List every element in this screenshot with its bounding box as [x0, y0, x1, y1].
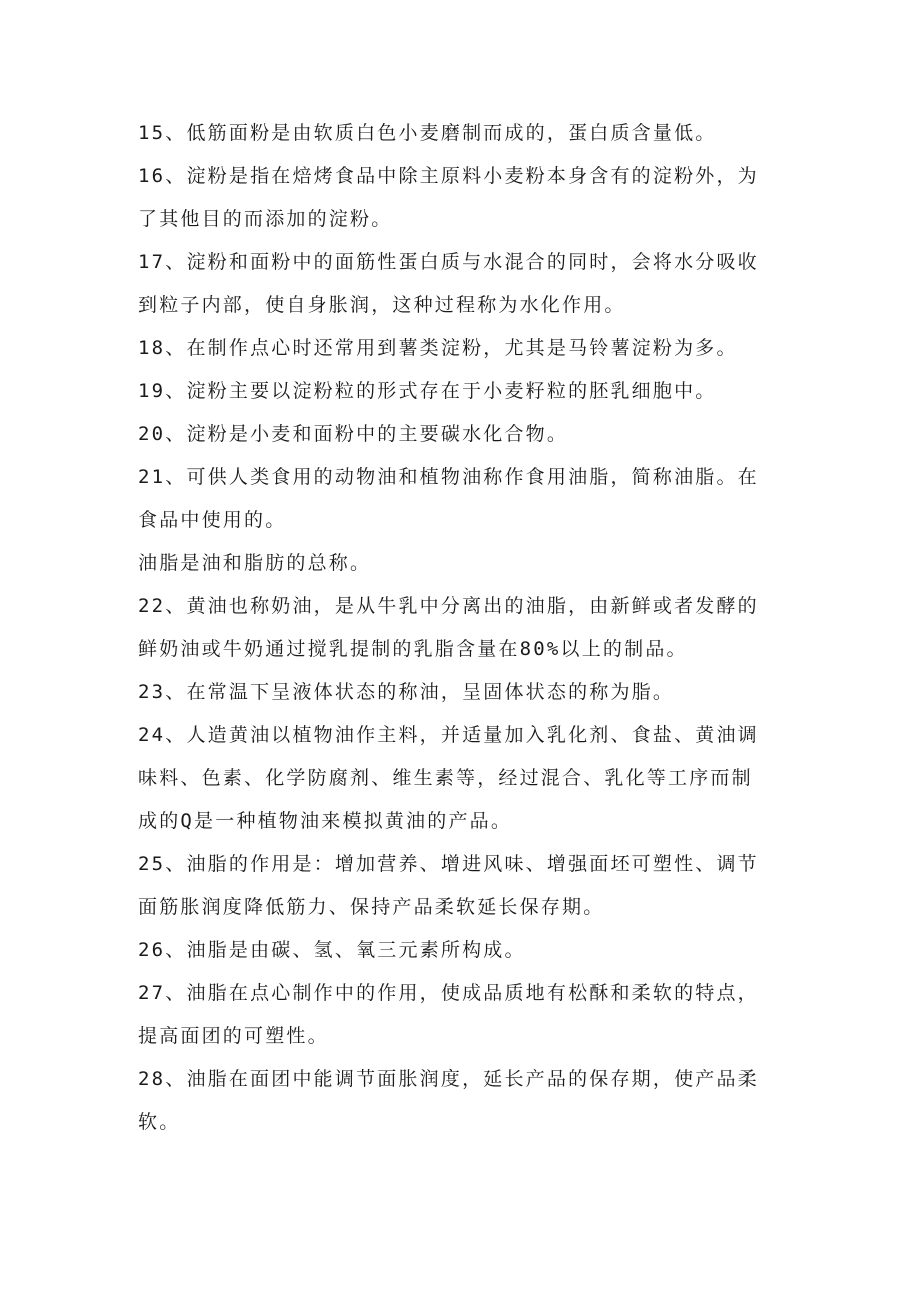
text-line: 25、油脂的作用是：增加营养、增进风味、增强面坯可塑性、调节 [138, 853, 759, 875]
paragraph-21 [138, 456, 778, 542]
paragraph-19 [138, 370, 778, 413]
text-line: 成的Q是一种植物油来模拟黄油的产品。 [138, 810, 513, 832]
text-line: 了其他目的而添加的淀粉。 [138, 208, 393, 230]
paragraph-16 [138, 155, 778, 241]
paragraph-28 [138, 1058, 778, 1144]
text-line: 面筋胀润度降低筋力、保持产品柔软延长保存期。 [138, 896, 605, 918]
paragraph-18 [138, 327, 778, 370]
text-line: 24、人造黄油以植物油作主料，并适量加入乳化剂、食盐、黄油调 [138, 724, 759, 746]
text-line: 鲜奶油或牛奶通过搅乳提制的乳脂含量在80%以上的制品。 [138, 638, 688, 660]
paragraph-25 [138, 843, 778, 929]
paragraph-21-note [138, 542, 778, 585]
document-body [138, 112, 778, 1144]
paragraph-17 [138, 241, 778, 327]
text-line: 28、油脂在面团中能调节面胀润度，延长产品的保存期，使产品柔 [138, 1068, 759, 1090]
text-line: 18、在制作点心时还常用到薯类淀粉，尤其是马铃薯淀粉为多。 [138, 337, 738, 359]
paragraph-20 [138, 413, 778, 456]
paragraph-24 [138, 714, 778, 843]
text-line: 味料、色素、化学防腐剂、维生素等，经过混合、乳化等工序而制 [138, 767, 753, 789]
text-line: 23、在常温下呈液体状态的称油，呈固体状态的称为脂。 [138, 681, 675, 703]
text-line: 17、淀粉和面粉中的面筋性蛋白质与水混合的同时，会将水分吸收 [138, 251, 759, 273]
text-line: 19、淀粉主要以淀粉粒的形式存在于小麦籽粒的胚乳细胞中。 [138, 380, 717, 402]
text-line: 20、淀粉是小麦和面粉中的主要碳水化合物。 [138, 423, 569, 445]
text-line: 食品中使用的。 [138, 509, 287, 531]
paragraph-22 [138, 585, 778, 671]
text-line: 21、可供人类食用的动物油和植物油称作食用油脂，简称油脂。在 [138, 466, 759, 488]
paragraph-23 [138, 671, 778, 714]
text-line: 软。 [138, 1111, 181, 1133]
paragraph-15 [138, 112, 778, 155]
text-line: 15、低筋面粉是由软质白色小麦磨制而成的，蛋白质含量低。 [138, 122, 717, 144]
text-line: 27、油脂在点心制作中的作用，使成品质地有松酥和柔软的特点， [138, 982, 759, 1004]
paragraph-27 [138, 972, 778, 1058]
text-line: 到粒子内部，使自身胀润，这种过程称为水化作用。 [138, 294, 626, 316]
text-line: 提高面团的可塑性。 [138, 1025, 329, 1047]
text-line: 油脂是油和脂肪的总称。 [138, 552, 372, 574]
paragraph-26 [138, 929, 778, 972]
text-line: 22、黄油也称奶油，是从牛乳中分离出的油脂，由新鲜或者发酵的 [138, 595, 759, 617]
text-line: 16、淀粉是指在焙烤食品中除主原料小麦粉本身含有的淀粉外，为 [138, 165, 759, 187]
text-line: 26、油脂是由碳、氢、氧三元素所构成。 [138, 939, 526, 961]
